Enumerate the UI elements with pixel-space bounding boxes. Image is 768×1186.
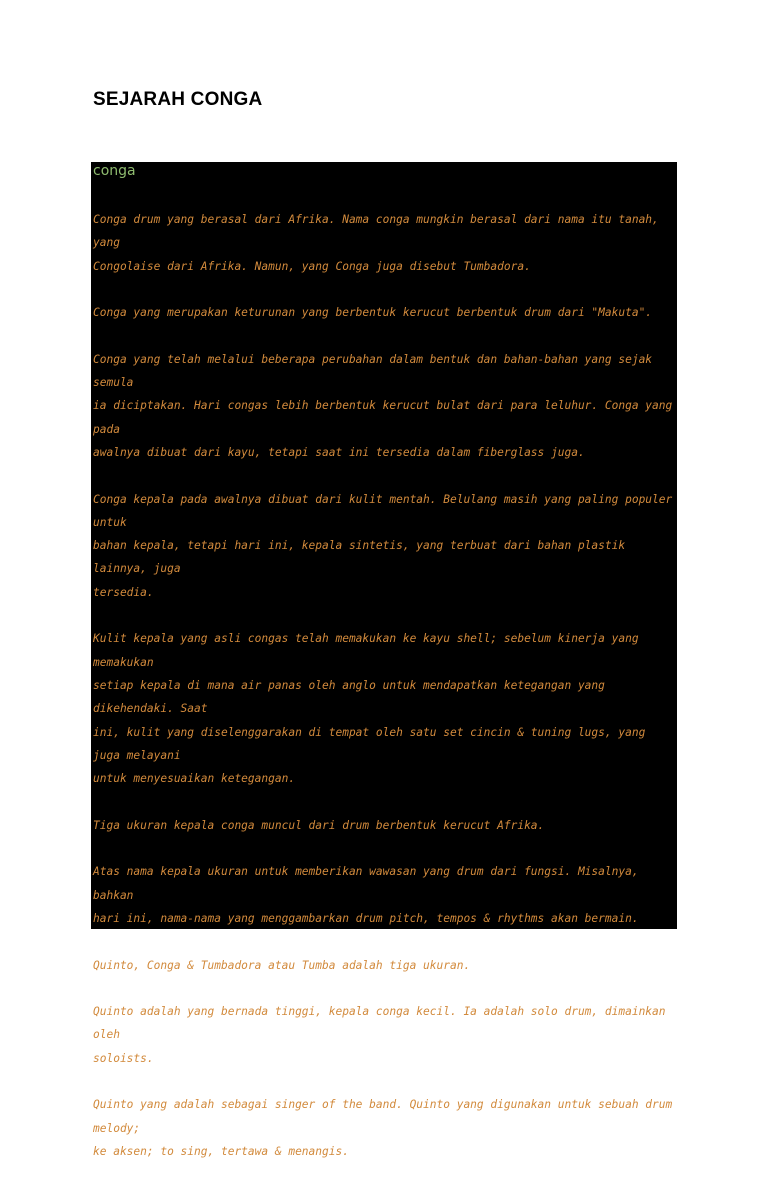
article-body: [93, 208, 675, 1186]
article-box: [91, 162, 677, 1158]
paragraph: Quinto yang adalah sebagai singer of the band. Quinto yang digunakan untuk sebuah drum melody; ke aksen; to sing, tertawa & menangis.: [93, 1098, 673, 1158]
paragraph: Quinto, Conga & Tumbadora atau Tumba adalah tiga ukuran.: [93, 958, 471, 972]
box-heading: conga: [93, 163, 136, 179]
paragraph: Conga drum yang berasal dari Afrika. Nama conga mungkin berasal dari nama itu tanah, yang Congolaise dari Afrika. Namun, yang Conga juga disebut Tumbadora.: [93, 213, 659, 273]
paragraph: Quinto adalah yang bernada tinggi, kepala conga kecil. Ia adalah solo drum, dimainkan oleh soloists.: [93, 1005, 666, 1065]
page-title: SEJARAH CONGA: [93, 89, 263, 110]
paragraph: Conga yang merupakan keturunan yang berbentuk kerucut berbentuk drum dari "Makuta".: [93, 306, 653, 320]
paragraph: Kulit kepala yang asli congas telah memakukan ke kayu shell; sebelum kinerja yang memakukan setiap kepala di mana air panas oleh anglo untuk mendapatkan ketegangan yang dikehendaki. Saat ini, kulit yang diselenggarakan di tempat oleh satu set cincin & tuning lugs, yang juga melayani untuk menyesuaikan ketegangan.: [93, 632, 646, 786]
paragraph: Tiga ukuran kepala conga muncul dari drum berbentuk kerucut Afrika.: [93, 818, 545, 832]
paragraph: Conga kepala pada awalnya dibuat dari kulit mentah. Belulang masih yang paling populer untuk bahan kepala, tetapi hari ini, kepala sintetis, yang terbuat dari bahan plastik lainnya, juga tersedia.: [93, 492, 673, 599]
paragraph: Atas nama kepala ukuran untuk memberikan wawasan yang drum dari fungsi. Misalnya, bahkan hari ini, nama-nama yang menggambarkan drum pitch, tempos & rhythms akan bermain.: [93, 865, 639, 925]
paragraph: Conga yang telah melalui beberapa perubahan dalam bentuk dan bahan-bahan yang sejak semula ia diciptakan. Hari congas lebih berbentuk kerucut bulat dari para leluhur. Conga yang pada awalnya dibuat dari kayu, tetapi saat ini tersedia dalam fiberglass juga.: [93, 352, 673, 459]
